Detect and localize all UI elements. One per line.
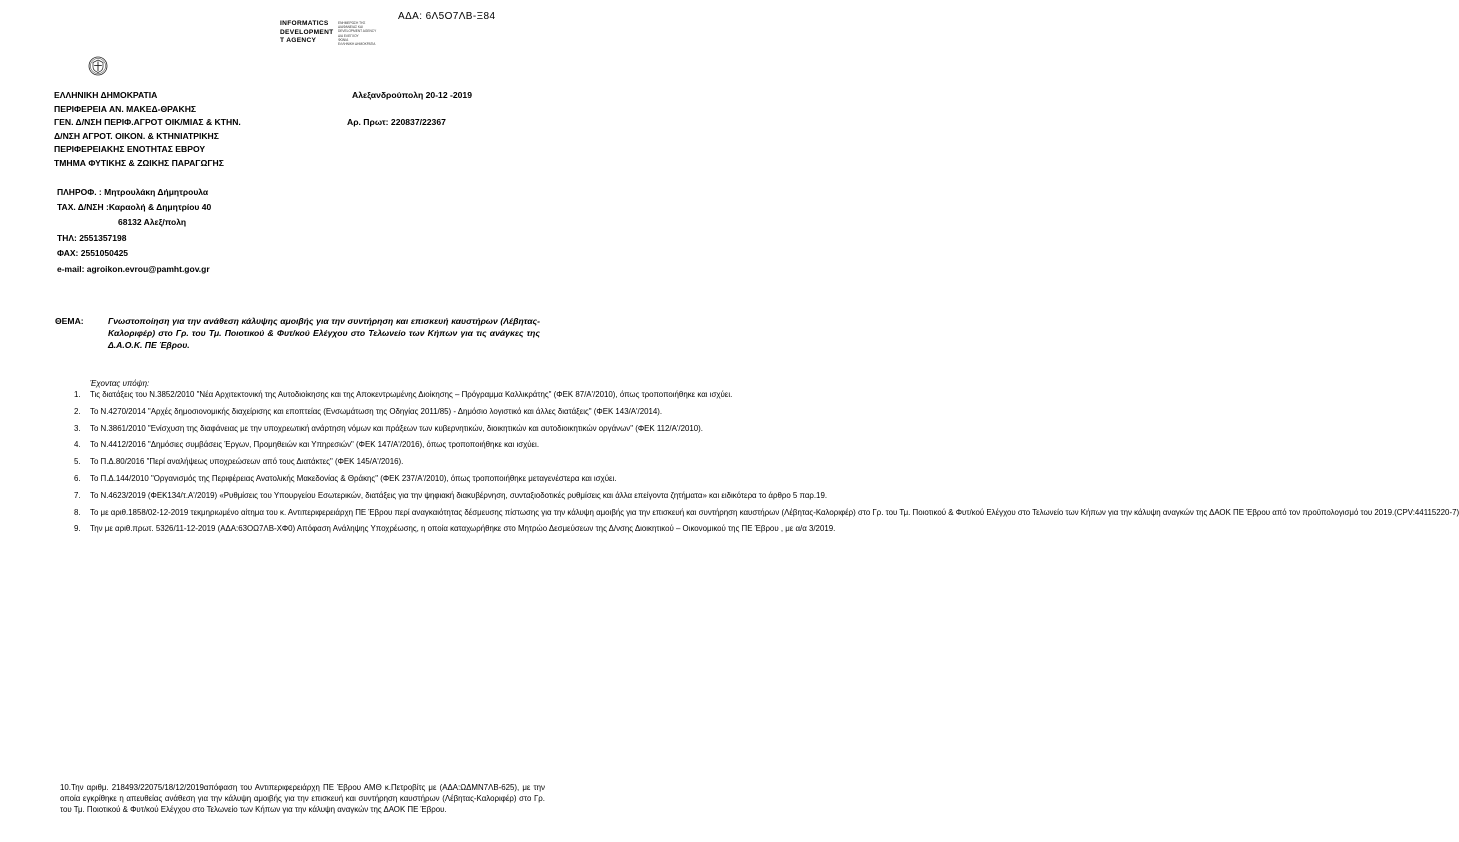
list-item [74, 423, 703, 435]
contact-address: ΤΑΧ. Δ/ΝΣΗ :Καραολή & Δημητρίου 40 [57, 202, 212, 212]
item-text: Το Ν.4623/2019 (ΦΕΚ134/τ.Α'/2019) «Ρυθμίσεις του Υπουργείου Εσωτερικών, διατάξεις για την ψηφιακή διακυβέρνηση, συνταξιοδοτικές ρυθμίσεις και άλλα επείγοντα ζητήματα» και ειδικότερα το άρθρο 5 παρ.19. [90, 490, 828, 500]
logo-line: T AGENCY [280, 37, 317, 45]
list-item [74, 390, 733, 401]
item-text: Το Π.Δ.144/2010 "Οργανισμός της Περιφέρειας Ανατολικής Μακεδονίας & Θράκης" (ΦΕΚ 237/Α'/2010), όπως τροποποιήθηκε μεταγενέστερα και ισχύει. [90, 473, 617, 483]
item-number: 3. [74, 423, 81, 433]
contact-phone: ΤΗΛ: 2551357198 [57, 233, 127, 243]
logo-line: INFORMATICS [280, 20, 329, 27]
list-item [74, 507, 1459, 519]
item-text: Το Ν.3861/2010 "Ενίσχυση της διαφάνειας με την υποχρεωτική ανάρτηση νόμων και πράξεων των κυβερνητικών, διοικητικών και αυτοδιοικητικών οργάνων" (ΦΕΚ 112/Α'/2010). [90, 423, 703, 433]
logo-subline: DEVELOPMENT AGENCY [338, 29, 377, 34]
item-number: 6. [74, 473, 81, 483]
list-item [74, 490, 828, 502]
list-item [74, 440, 544, 451]
subject-label: ΘΕΜΑ: [55, 316, 84, 326]
list-item [74, 406, 663, 418]
header-line: ΠΕΡΙΦΕΡΕΙΑΚΗΣ ΕΝΟΤΗΤΑΣ ΕΒΡΟΥ [54, 144, 206, 155]
considerations-intro: Έχοντας υπόψη: [90, 379, 150, 388]
item-number: 9. [74, 524, 81, 534]
item-number: 1. [74, 390, 81, 399]
logo-line: DEVELOPMENT [280, 28, 334, 36]
header-line: ΕΛΛΗΝΙΚΗ ΔΗΜΟΚΡΑΤΙΑ [54, 90, 158, 100]
item-text: Τις διατάξεις του Ν.3852/2010 "Νέα Αρχιτεκτονική της Αυτοδιοίκησης και της Αποκεντρωμένης Διοίκησης – Πρόγραμμα Καλλικράτης" (ΦΕΚ 87/Α'/2010), όπως τροποποιήθηκε και ισχύει. [90, 390, 733, 399]
list-item [74, 473, 617, 485]
logo-subline: ΔΙΑΦΑΝΕΙΑΣ ΚΑΙ [338, 25, 364, 30]
contact-info: ΠΛΗΡΟΦ. : Μητρουλάκη Δήμητρουλα [57, 187, 209, 197]
ada-code: ΑΔΑ: 6Λ5Ο7ΛΒ-Ξ84 [398, 11, 496, 22]
item-text: Το Ν.4412/2016 "Δημόσιες συμβάσεις Έργων, Προμηθειών και Υπηρεσιών" (ΦΕΚ 147/Α'/2016), όπως τροποποιήθηκε και ισχύει. [90, 440, 540, 450]
item-text: Την με αριθ.πρωτ. 5326/11-12-2019 (ΑΔΑ:63ΟΩ7ΛΒ-ΧΦ0) Απόφαση Ανάληψης Υποχρέωσης, η οποία καταχωρήθηκε στο Μητρώο Δεσμεύσεων της Δ/νσης Διοικητικού – Οικονομικού της ΠΕ Έβρου , με α/α 3/2019. [90, 524, 836, 534]
header-line: ΓΕΝ. Δ/ΝΣΗ ΠΕΡΙΦ.ΑΓΡΟΤ ΟΙΚ/ΜΙΑΣ & ΚΤΗΝ. [54, 117, 241, 128]
place-date: Αλεξανδρούπολη 20-12 -2019 [352, 90, 472, 100]
header-line: Δ/ΝΣΗ ΑΓΡΟΤ. ΟΙΚΟΝ. & ΚΤΗΝΙΑΤΡΙΚΗΣ [54, 130, 219, 141]
protocol-number: Αρ. Πρωτ: 220837/22367 [347, 117, 446, 127]
item-text: Το Π.Δ.80/2016 "Περί αναλήψεως υποχρεώσεων από τους Διατάκτες" (ΦΕΚ 145/Α'/2016). [90, 457, 404, 467]
item-10-text: 10.Την αριθμ. 218493/22075/18/12/2019απόφαση του Αντιπεριφερειάρχη ΠΕ Έβρου ΑΜΘ κ.Πετρoβίτς με (ΑΔΑ:ΩΔΜΝ7ΛΒ-625), με την οποία εγκρίθηκε η απευθείας ανάθεση για την κάλυψη αμοιβής για την επισκευή και συντήρηση καυστήρων (Λέβητας-Καλοριφέρ) στο Γρ. του Τμ. Ποιοτικού & Φυτ/κού Ελέγχου στο Τελωνείο των Κήπων για την κάλυψη αναγκών της ΔΑΟΚ ΠΕ Έβρου. [60, 783, 545, 814]
header-line: ΠΕΡΙΦΕΡΕΙΑ ΑΝ. ΜΑΚΕΔ-ΘΡΑΚΗΣ [54, 103, 197, 114]
subject-text: Γνωστοποίηση για την ανάθεση κάλυψης αμοιβής για την συντήρηση και επισκευή καυστήρων (Λέβητας-Καλοριφέρ) στο Γρ. του Τμ. Ποιοτικού & Φυτ/κού Ελέγχου στο Τελωνείο των Κήπων για τις ανάγκες της Δ.Α.Ο.Κ. ΠΕ Έβρου. [108, 316, 540, 351]
logo-subline: ΦΩΝΙΑ [338, 37, 349, 42]
item-text: Το με αριθ.1858/02-12-2019 τεκμηριωμένο αίτημα του κ. Αντιπεριφερειάρχη ΠΕ Έβρου περί αναγκαιότητας δέσμευσης πίστωσης για την κάλυψη αμοιβής για την επισκευή και συντήρηση καυστήρων (Λέβητας-Καλοριφέρ) στο Γρ. του Τμ. Ποιοτικού & Φυτ/κού Ελέγχου στο Τελωνείο των Κήπων για την κάλυψη αναγκών της ΔΑΟΚ ΠΕ Έβρου από τον προϋπολογισμό του 2019.(CPV:44115220-7) [90, 507, 1459, 517]
greek-emblem-icon [88, 56, 108, 76]
contact-email: e-mail: agroikon.evrou@pamht.gov.gr [57, 264, 210, 274]
header-line: ΤΜΗΜΑ ΦΥΤΙΚΗΣ & ΖΩΙΚΗΣ ΠΑΡΑΓΩΓΗΣ [54, 157, 224, 168]
item-number: 5. [74, 457, 81, 467]
logo-subline: ΕΛΛΗΝΙΚΗ ΔΗΜΟΚΡΑΤΙΑ [338, 42, 376, 47]
item-number: 4. [74, 440, 81, 450]
list-item [74, 457, 544, 468]
considerations-list [74, 390, 1459, 541]
contact-fax: ΦΑΧ: 2551050425 [57, 248, 129, 258]
informatics-agency-logo [280, 20, 377, 56]
item-text: Το Ν.4270/2014 "Αρχές δημοσιονομικής διαχείρισης και εποπτείας (Ενσωμάτωση της Οδηγίας 2011/85) - Δημόσιο λογιστικό και άλλες διατάξεις" (ΦΕΚ 143/Α'/2014). [90, 406, 663, 416]
item-number: 8. [74, 507, 81, 517]
logo-subline: ΕΝΗΜΕΡΩΣΗ ΤΗΣ [338, 21, 366, 25]
item-number: 7. [74, 490, 81, 500]
contact-address-city: 68132 Αλεξ/πολη [118, 217, 187, 227]
logo-subline: ΔΙΑ ΕΛΕΓΧΟΥ [338, 33, 359, 38]
item-number: 2. [74, 406, 81, 416]
list-item [74, 524, 836, 535]
authority-header [54, 89, 241, 171]
